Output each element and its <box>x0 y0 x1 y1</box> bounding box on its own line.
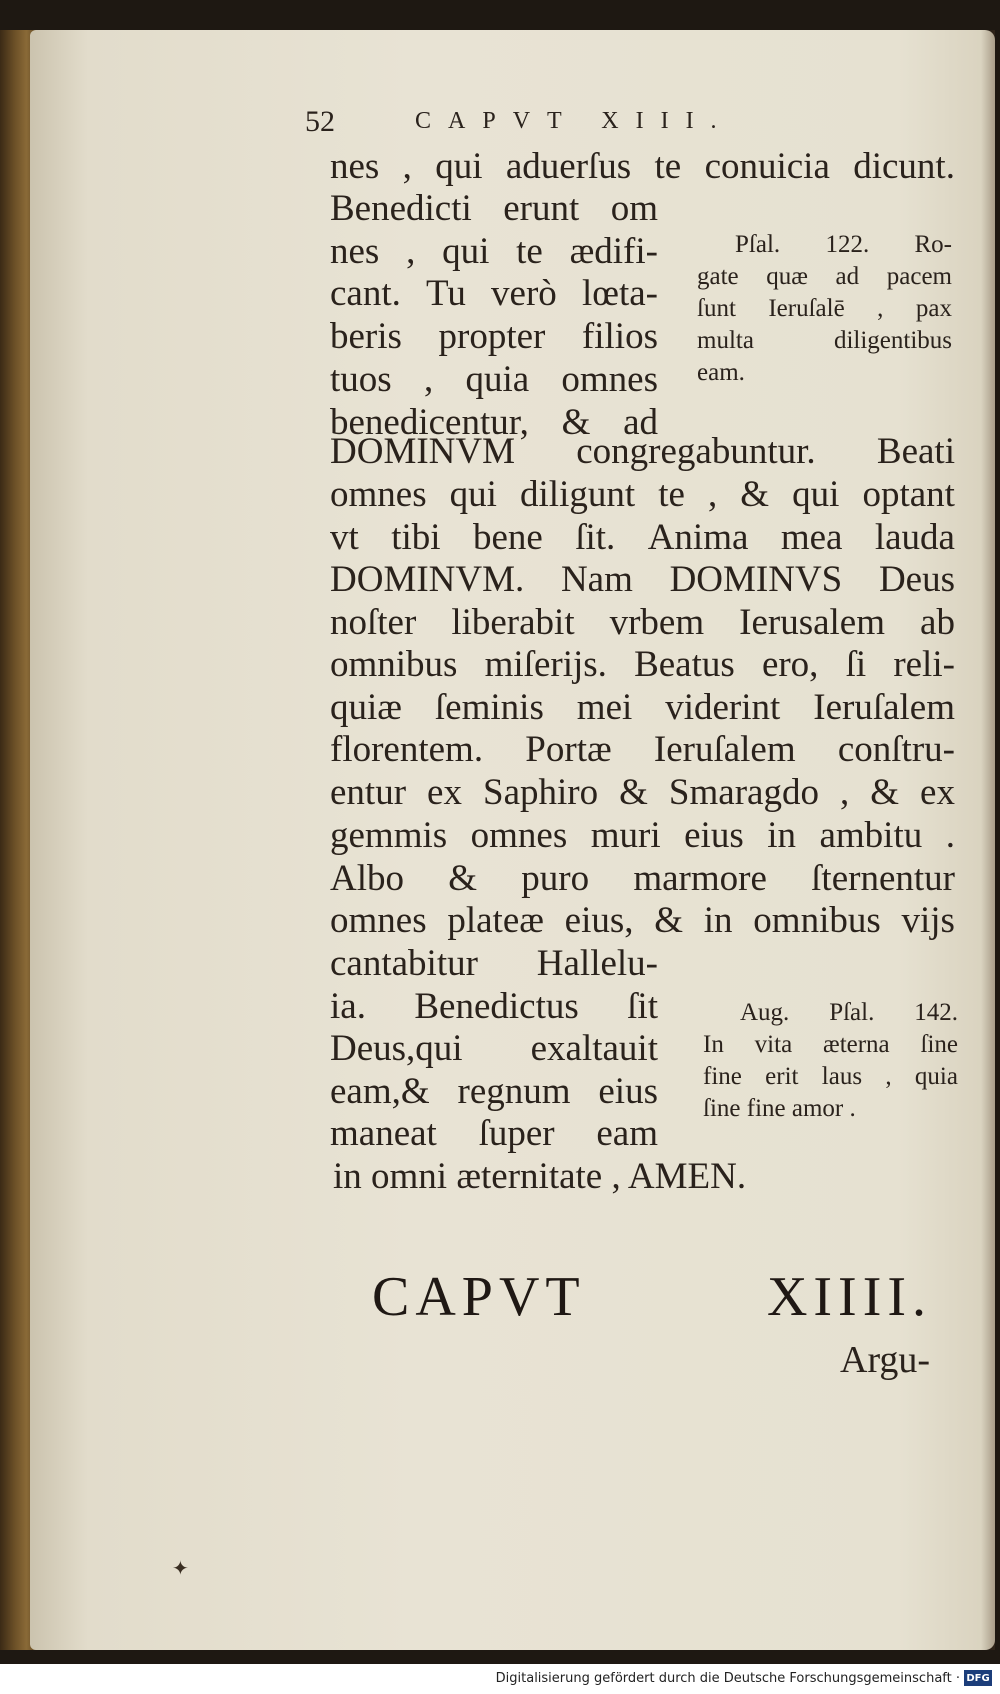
chapter-heading-word: CAPVT <box>372 1266 586 1328</box>
text-line: Benedicti erunt om <box>330 188 658 229</box>
text-line: beris propter filios <box>330 316 658 357</box>
marginal-note-line: ſunt Ieruſalē , pax <box>697 295 952 322</box>
margin-mark: ✦ <box>172 1556 189 1580</box>
footer-credit: Digitalisierung gefördert durch die Deutsche Forschungsgemeinschaft · <box>495 1671 960 1686</box>
marginal-note-line: eam. <box>697 359 745 386</box>
text-line: in omni æternitate , AMEN. <box>333 1156 747 1197</box>
text-line: omnes qui diligunt te , & qui optant <box>330 474 955 515</box>
marginal-note-line: fine erit laus , quia <box>703 1063 958 1090</box>
marginal-note-line: ſine fine amor . <box>703 1095 856 1122</box>
marginal-note-line: In vita æterna ſine <box>703 1031 958 1058</box>
text-line: gemmis omnes muri eius in ambitu . <box>330 815 955 856</box>
text-line: vt tibi bene ſit. Anima mea lauda <box>330 517 955 558</box>
footer-bar <box>0 1664 1000 1694</box>
text-line: ia. Benedictus ſit <box>330 986 658 1027</box>
dfg-logo: DFG <box>964 1670 992 1686</box>
text-line: Albo & puro marmore ſternentur <box>330 858 955 899</box>
text-line: nes , qui te ædifi- <box>330 231 658 272</box>
text-line: nes , qui aduerſus te conuicia dicunt. <box>330 146 955 187</box>
text-line: eam,& regnum eius <box>330 1071 658 1112</box>
marginal-note-line: multa diligentibus <box>697 327 952 354</box>
page-edge-shadow <box>981 30 995 1650</box>
chapter-heading <box>372 1265 932 1329</box>
text-line: Deus,qui exaltauit <box>330 1028 658 1069</box>
page-number: 52 <box>305 105 335 138</box>
text-line: noſter liberabit vrbem Ierusalem ab <box>330 602 955 643</box>
marginal-note-line: gate quæ ad pacem <box>697 263 952 290</box>
running-title: CAPVT XIII. <box>415 108 734 134</box>
text-line: omnibus miſerijs. Beatus ero, ſi reli- <box>330 644 955 685</box>
text-line: tuos , quia omnes <box>330 359 658 400</box>
marginal-note-line: Aug. Pſal. 142. <box>740 999 958 1026</box>
text-line: maneat ſuper eam <box>330 1113 658 1154</box>
text-line: entur ex Saphiro & Smaragdo , & ex <box>330 772 955 813</box>
text-line: DOMINVM congregabuntur. Beati <box>330 431 955 472</box>
marginal-note-line: Pſal. 122. Ro- <box>735 231 952 258</box>
text-line: omnes plateæ eius, & in omnibus vijs <box>330 900 955 941</box>
catchword: Argu- <box>840 1339 931 1381</box>
text-line: cant. Tu verò lœta- <box>330 273 658 314</box>
text-line: quiæ ſeminis mei viderint Ieruſalem <box>330 687 955 728</box>
text-line: florentem. Portæ Ieruſalem conſtru- <box>330 729 955 770</box>
text-line: cantabitur Hallelu- <box>330 943 658 984</box>
text-line: benedicentur, & ad <box>330 402 658 443</box>
chapter-heading-numeral: XIIII. <box>766 1266 932 1328</box>
text-line: DOMINVM. Nam DOMINVS Deus <box>330 559 955 600</box>
